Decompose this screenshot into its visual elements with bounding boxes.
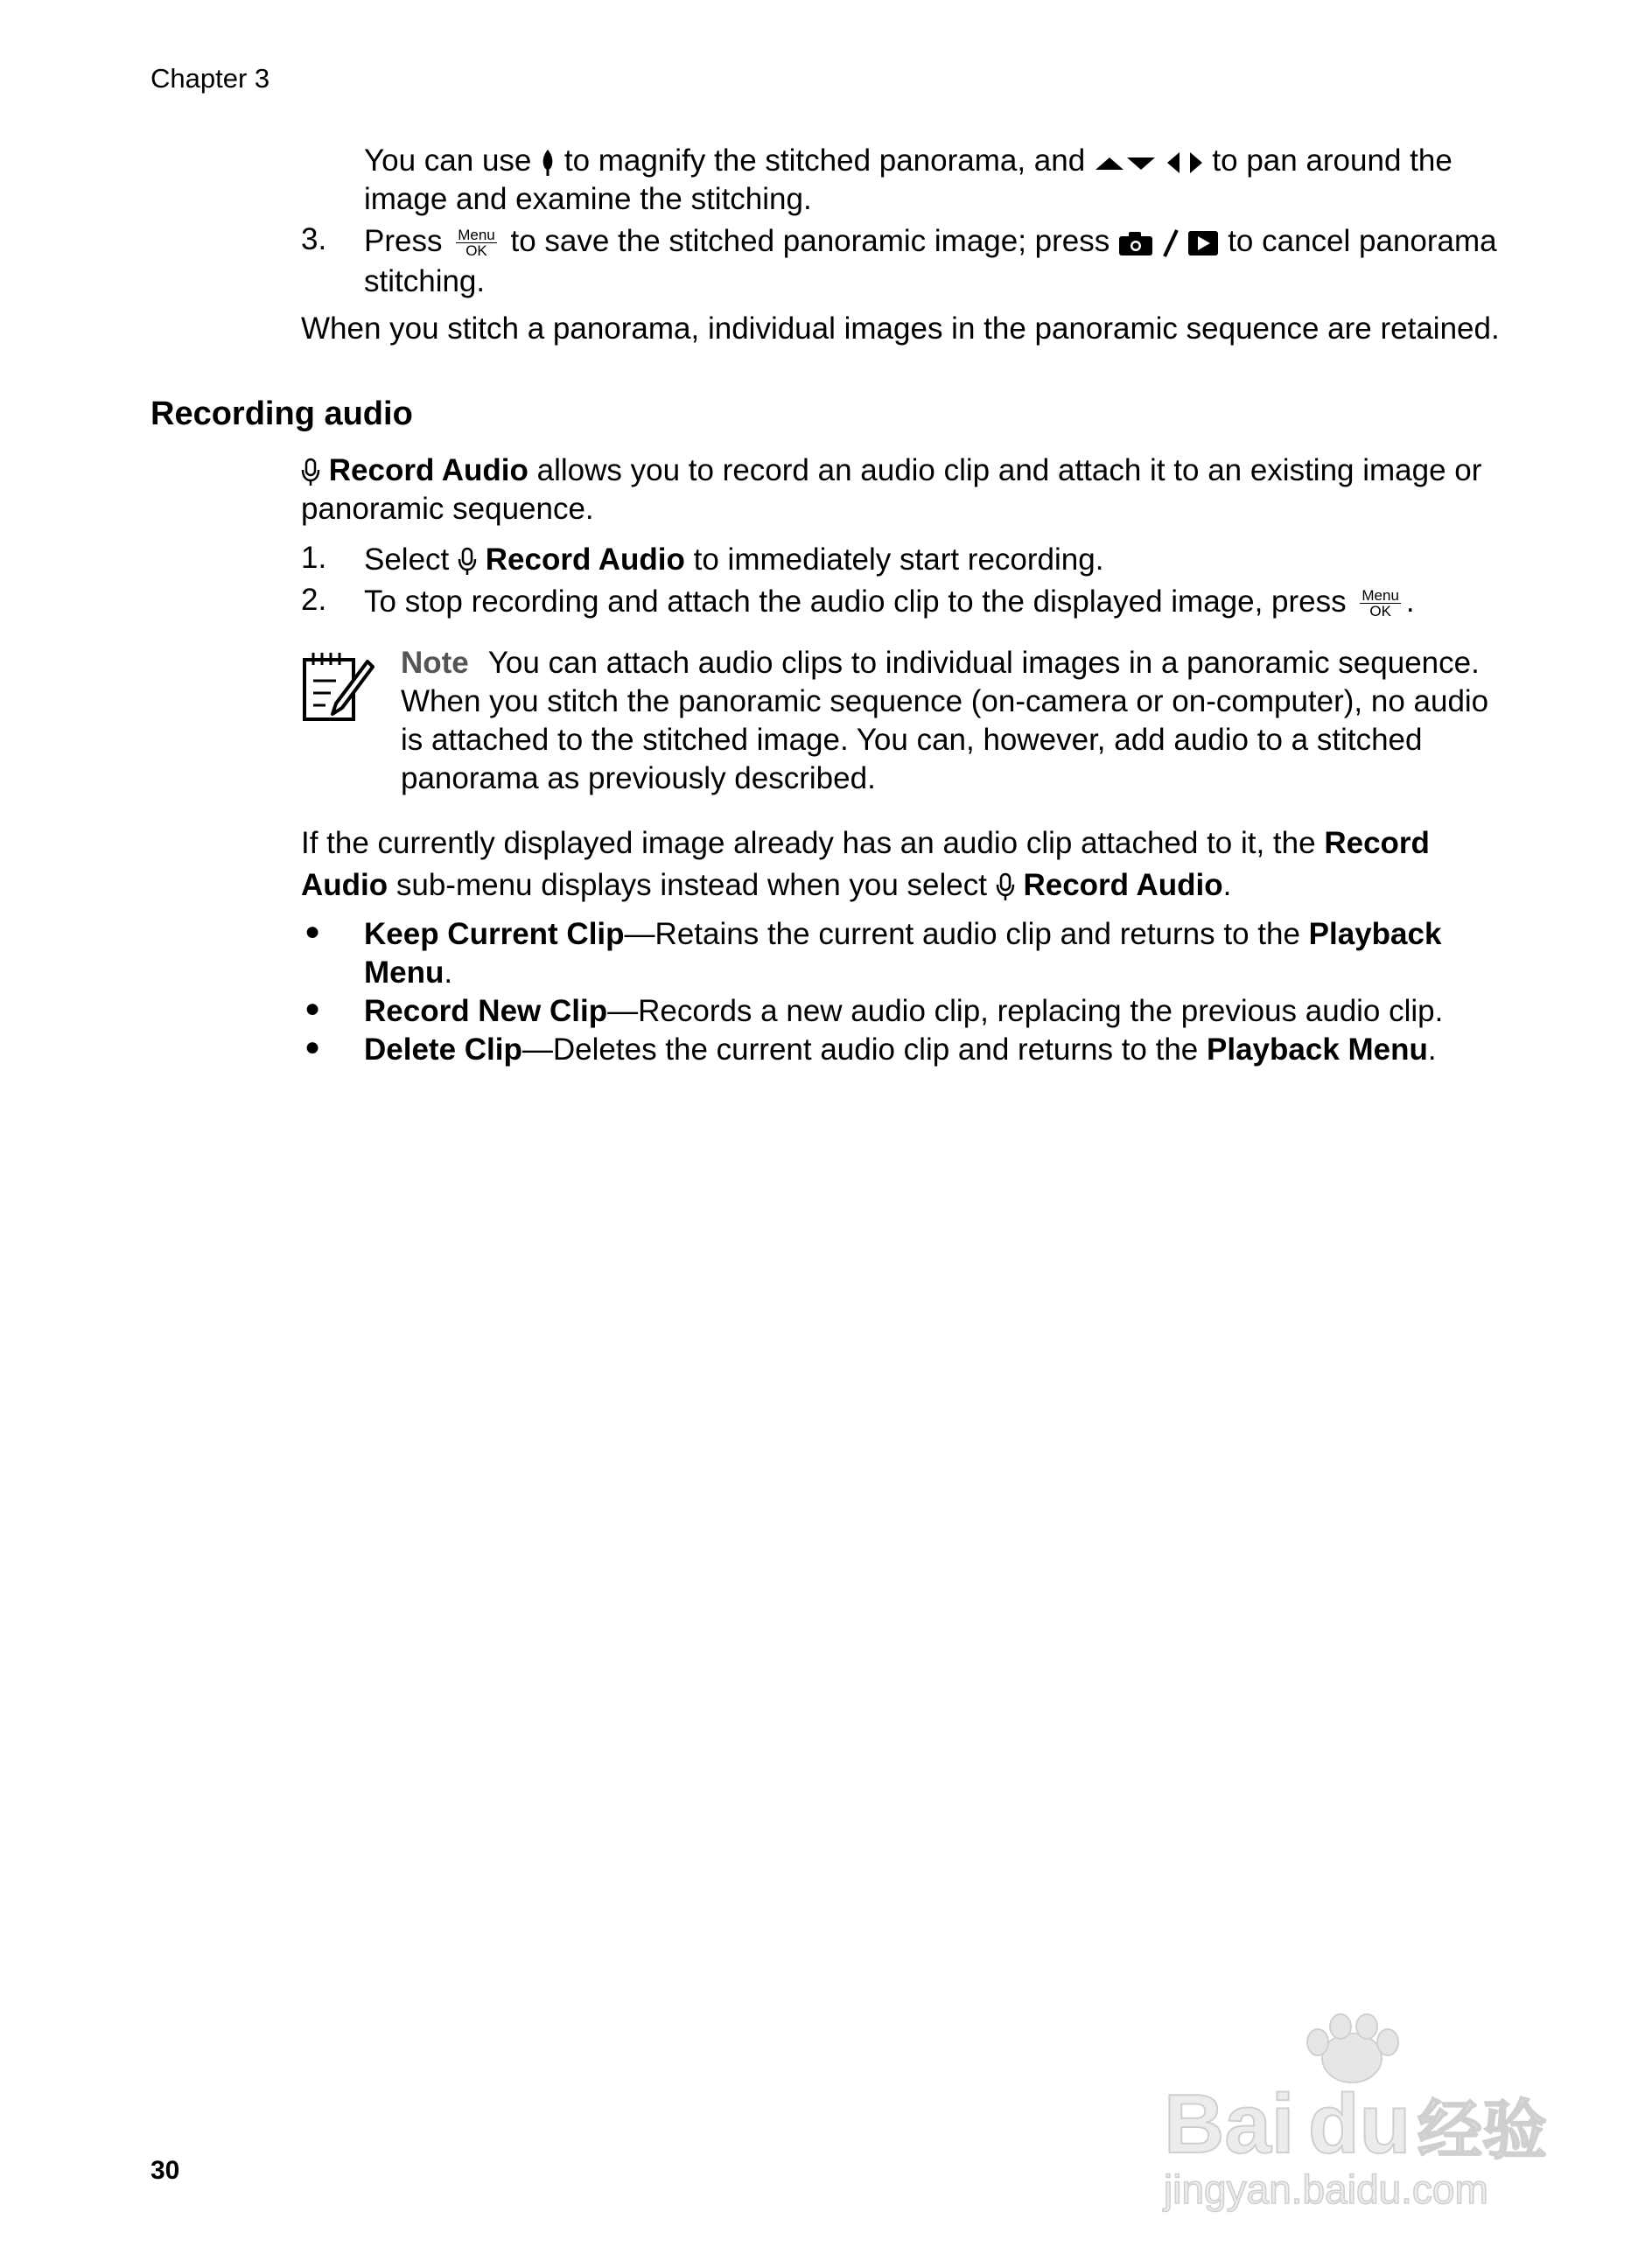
note-block: Note You can attach audio clips to individual images in a panoramic sequence. When you stitch the panoramic sequence (on-camera or on-computer), no audio is attached to the stitched image. You can, however, add audio to a stitched panorama as previously described. — [401, 646, 1489, 795]
bullet-record-new-clip: Record New Clip—Records a new audio clip, replacing the previous audio clip. — [364, 994, 1444, 1028]
microphone-icon — [458, 547, 477, 577]
magnify-line: You can use to magnify the stitched panorama, and to pan around the — [364, 144, 1452, 178]
microphone-icon — [301, 458, 320, 487]
step-number: 2. — [301, 583, 327, 617]
camera-icon — [1118, 230, 1153, 256]
playback-icon — [1187, 230, 1219, 256]
bullet-delete-clip: Delete Clip—Deletes the current audio clip and returns to the Playback Menu. — [364, 1032, 1437, 1067]
baidu-watermark-logo — [1155, 2012, 1558, 2214]
note-pencil-icon — [301, 649, 374, 724]
bullet-marker: ● — [304, 917, 321, 946]
submenu-paragraph: If the currently displayed image already has an audio clip attached to it, the Record — [301, 826, 1430, 860]
bullet-keep-current-clip: Keep Current Clip—Retains the current audio clip and returns to the Playback — [364, 917, 1442, 951]
up-down-arrows-icon — [1094, 154, 1157, 172]
page-number: 30 — [150, 2156, 180, 2185]
svg-text:Bai: Bai — [1164, 2077, 1295, 2171]
menu-ok-button-glyph: Menu OK — [458, 227, 495, 260]
zoom-icon — [540, 148, 556, 178]
magnify-line-2: image and examine the stitching. — [364, 182, 812, 216]
step-number: 1. — [301, 541, 327, 575]
lead-paragraph-line-2: panoramic sequence. — [301, 492, 594, 526]
note-label: Note — [401, 646, 469, 680]
step-3: Press Menu OK to save the stitched panoramic image; press to cancel panorama — [364, 224, 1497, 260]
slash-separator — [1162, 228, 1180, 258]
bullet-marker: ● — [304, 1032, 321, 1061]
submenu-paragraph-line-2: Audio sub-menu displays instead when you select Record Audio. — [301, 868, 1232, 902]
section-heading: Recording audio — [150, 396, 413, 432]
lead-paragraph: Record Audio allows you to record an audio clip and attach it to an existing image or — [301, 452, 1544, 490]
bullet-marker: ● — [304, 994, 321, 1023]
svg-text:经验: 经验 — [1418, 2093, 1547, 2168]
microphone-icon — [996, 872, 1015, 902]
left-right-arrows-icon — [1166, 150, 1204, 176]
svg-text:jingyan.baidu.com: jingyan.baidu.com — [1164, 2166, 1488, 2212]
retained-paragraph: When you stitch a panorama, individual images in the panoramic sequence are retained. — [301, 312, 1500, 346]
bullet-keep-current-clip-line-2: Menu. — [364, 956, 453, 990]
step-number: 3. — [301, 222, 327, 256]
step-3-line-2: stitching. — [364, 264, 486, 298]
menu-ok-button-glyph: Menu OK — [1362, 587, 1399, 620]
chapter-header: Chapter 3 — [150, 63, 270, 94]
step-2: To stop recording and attach the audio clip to the displayed image, press Menu OK . — [364, 584, 1415, 620]
svg-text:du: du — [1308, 2077, 1411, 2171]
step-1: Select Record Audio to immediately start recording. — [364, 542, 1104, 577]
